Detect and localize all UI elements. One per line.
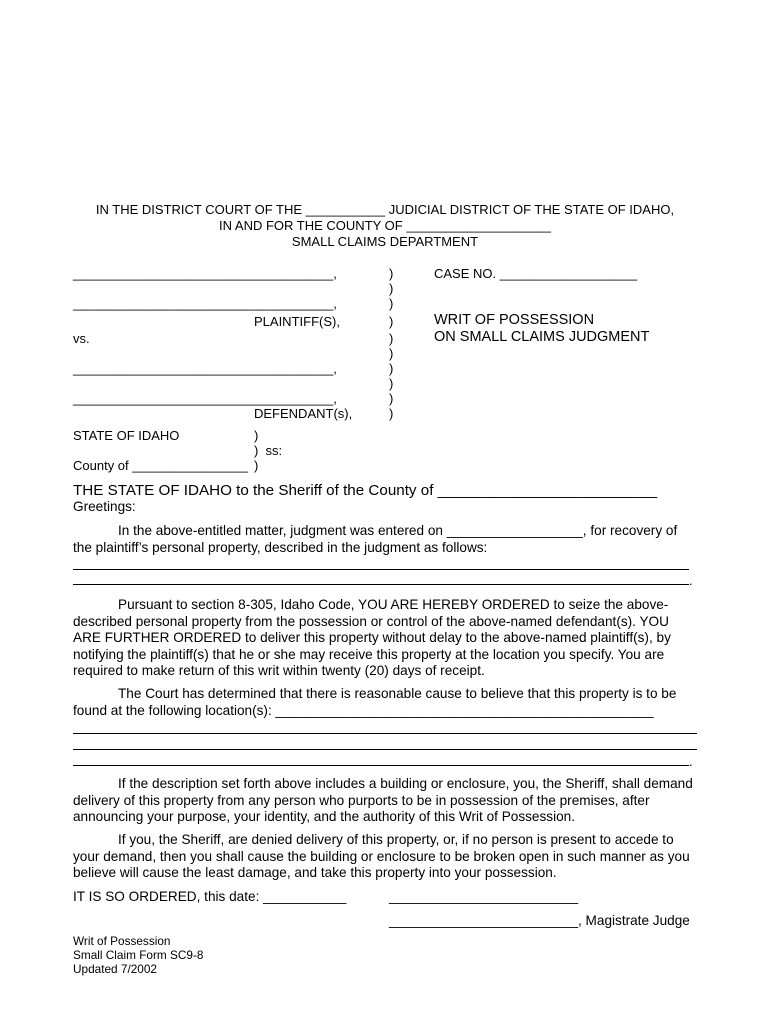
location-line-2[interactable]	[73, 749, 697, 750]
footer-form-name: Writ of Possession	[73, 934, 171, 948]
location-text[interactable]: The Court has determined that there is reasonable cause to believe that this property is to be found at the following location(s): __________________________________________________	[73, 686, 677, 718]
footer-form-number: Small Claim Form SC9-8	[73, 948, 204, 962]
period-2: .	[689, 754, 693, 769]
case-number-field[interactable]: CASE NO. ___________________	[434, 266, 638, 281]
building-paragraph	[73, 776, 697, 826]
greetings-label: Greetings:	[73, 499, 136, 514]
judgment-text: In the above-entitled matter, judgment was entered on __________________, for recovery of the plaintiff’s personal property, described in the judgment as follows:	[73, 523, 678, 555]
defendant-name-line-1[interactable]: ____________________________________,	[73, 361, 337, 376]
denied-delivery-text: If you, the Sheriff, are denied delivery of this property, or, if no person is present to accede to your demand, then you shall cause the building or enclosure to be broken open in such manner as you believe will cause the least damage, and take this property into your possession.	[73, 832, 690, 881]
property-description-line-2[interactable]	[73, 584, 689, 585]
document-title-line1: WRIT OF POSSESSION	[434, 312, 595, 328]
plaintiff-name-line-1[interactable]: ____________________________________,	[73, 266, 337, 281]
judgment-paragraph	[73, 523, 697, 556]
venue-county-field[interactable]: County of ________________	[73, 458, 248, 473]
venue-state: STATE OF IDAHO	[73, 428, 180, 443]
versus-label: vs.	[73, 331, 90, 346]
court-header-line2: IN AND FOR THE COUNTY OF ____________________	[219, 218, 551, 233]
plaintiff-name-line-2[interactable]: ____________________________________,	[73, 296, 337, 311]
magistrate-judge-signature[interactable]: _________________________, Magistrate Judge	[389, 913, 690, 928]
building-text: If the description set forth above includes a building or enclosure, you, the Sheriff, shall demand delivery of this property from any person who purports to be in possession of the premises, after announcing your purpose, your identity, and the authority of this Writ of Possession.	[73, 776, 693, 825]
location-line-3[interactable]	[73, 765, 689, 766]
footer-updated: Updated 7/2002	[73, 962, 157, 976]
denied-delivery-paragraph	[73, 832, 697, 882]
plaintiffs-label: PLAINTIFF(S),	[254, 314, 340, 329]
property-description-line-1[interactable]	[73, 569, 689, 570]
order-paragraph	[73, 597, 697, 680]
signature-line[interactable]: _________________________	[389, 889, 579, 904]
ordered-date-field[interactable]: IT IS SO ORDERED, this date: ___________	[73, 889, 347, 904]
location-line-1[interactable]	[73, 733, 697, 734]
location-paragraph	[73, 686, 697, 719]
document-title-line2: ON SMALL CLAIMS JUDGMENT	[434, 329, 650, 345]
venue-ss: ) ss:	[254, 443, 283, 458]
period-1: .	[689, 573, 693, 588]
order-text: Pursuant to section 8-305, Idaho Code, YOU ARE HEREBY ORDERED to seize the above-described personal property from the possession or control of the above-named defendant(s). YOU ARE FURTHER ORDERED to deliver this property without delay to the above-named plaintiff(s), by notifying the plaintiff(s) that he or she may receive this property at the location you specify. You are required to make return of this writ within twenty (20) days of receipt.	[73, 597, 671, 679]
defendant-name-line-2[interactable]: ____________________________________,	[73, 391, 337, 406]
venue-paren-1: )	[254, 428, 259, 443]
court-header-line3: SMALL CLAIMS DEPARTMENT	[291, 234, 479, 249]
defendants-label: DEFENDANT(s),	[254, 406, 353, 421]
sheriff-address[interactable]: THE STATE OF IDAHO to the Sheriff of the County of __________________________	[73, 482, 658, 499]
court-header-line1: IN THE DISTRICT COURT OF THE ___________ JUDICIAL DISTRICT OF THE STATE OF IDAHO,	[95, 202, 675, 217]
venue-paren-3: )	[254, 458, 259, 473]
